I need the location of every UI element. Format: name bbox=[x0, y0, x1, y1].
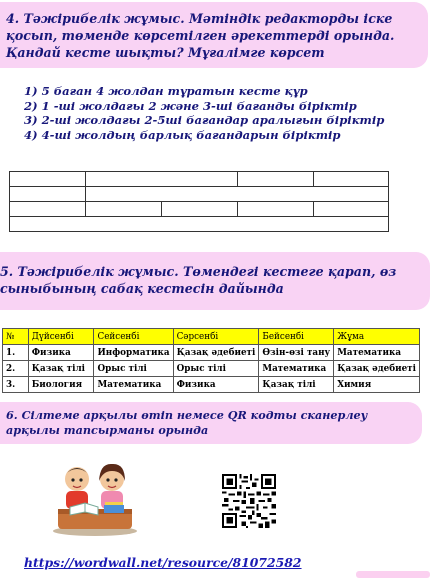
table-cell: Физика bbox=[28, 345, 94, 361]
task4-steps bbox=[24, 84, 384, 142]
header-cell: Сәрсенбі bbox=[173, 329, 259, 345]
table-cell: Өзін-өзі тану bbox=[259, 345, 334, 361]
table-cell: Қазақ әдебиеті bbox=[334, 361, 420, 377]
table-cell: 3. bbox=[3, 377, 29, 393]
qr-code-icon[interactable] bbox=[222, 474, 276, 528]
table-row bbox=[3, 361, 420, 377]
table-row bbox=[3, 377, 420, 393]
task-step: 2) 1 -ші жолдағы 2 және 3-ші бағанды біріктір bbox=[24, 98, 357, 113]
children-reading-icon bbox=[50, 457, 140, 537]
table-cell: Физика bbox=[173, 377, 259, 393]
header-cell: Жұма bbox=[334, 329, 420, 345]
table-cell: Информатика bbox=[94, 345, 173, 361]
table-cell: Қазақ тілі bbox=[259, 377, 334, 393]
table-cell: Математика bbox=[94, 377, 173, 393]
task4-banner bbox=[0, 2, 428, 68]
task6-heading: 6. Сілтеме арқылы өтіп немесе QR кодты сканерлеу арқылы тапсырманы орында bbox=[6, 408, 368, 437]
decorative-strip bbox=[356, 571, 430, 578]
table-cell: Орыс тілі bbox=[173, 361, 259, 377]
result-table bbox=[9, 171, 389, 232]
task6-banner bbox=[0, 402, 422, 444]
table-cell: Биология bbox=[28, 377, 94, 393]
table-cell: 2. bbox=[3, 361, 29, 377]
task-step: 4) 4-ші жолдың барлық бағандарын біріктір bbox=[24, 127, 341, 142]
schedule-header-row bbox=[3, 329, 420, 345]
header-cell: № bbox=[3, 329, 29, 345]
task-step: 3) 2-ші жолдағы 2-5ші бағандар аралығын біріктір bbox=[24, 113, 385, 128]
table-cell: Қазақ тілі bbox=[28, 361, 94, 377]
task-step: 1) 5 баған 4 жолдан тұратын кесте құр bbox=[24, 84, 308, 98]
header-cell: Дүйсенбі bbox=[28, 329, 94, 345]
table-cell: Қазақ әдебиеті bbox=[173, 345, 259, 361]
table-cell: 1. bbox=[3, 345, 29, 361]
task4-heading: 4. Тәжірибелік жұмыс. Мәтіндік редакторды іске қосып, төменде көрсетілген әрекеттерді орында. Қандай кесте шықты? Мұғалімге көрсет bbox=[6, 11, 395, 60]
schedule-table bbox=[2, 328, 420, 393]
table-cell: Химия bbox=[334, 377, 420, 393]
table-cell: Математика bbox=[259, 361, 334, 377]
table-cell: Математика bbox=[334, 345, 420, 361]
table-row bbox=[3, 345, 420, 361]
wordwall-link[interactable]: https://wordwall.net/resource/81072582 bbox=[24, 555, 302, 570]
task5-banner bbox=[0, 252, 430, 310]
task5-heading: 5. Тәжірибелік жұмыс. Төмендегі кестеге қарап, өз сыныбының сабақ кестесін дайында bbox=[0, 264, 397, 296]
header-cell: Сейсенбі bbox=[94, 329, 173, 345]
header-cell: Бейсенбі bbox=[259, 329, 334, 345]
table-cell: Орыс тілі bbox=[94, 361, 173, 377]
